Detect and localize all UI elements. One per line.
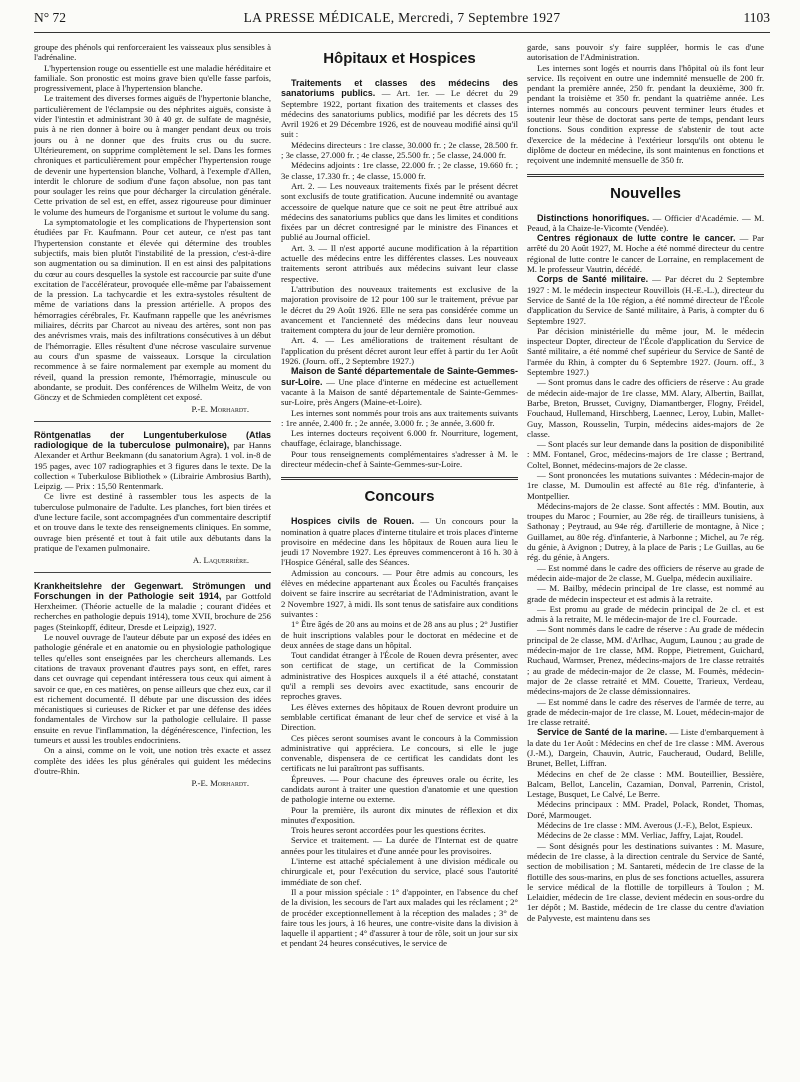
- paragraph: Médecins adjoints : 1re classe, 22.000 fr. ; 2e classe, 19.660 fr. ; 3e classe, 17.330 fr. ; 4e classe, 15.000 fr.: [281, 160, 518, 181]
- book-info: par Hanns Alexander et Arthur Beekmann (du sanatorium Agra). 1 vol. in-8 de 195 pages, avec 107 radiographies et 3 figures dans le texte. De la collection « Tuberkulose Bibliothek » (Librairie Ambrosius Barth), Leipzig. — Prix : 15,50 Rentenmark.: [34, 439, 271, 492]
- header-rule: [34, 32, 770, 33]
- article-text: — Une place d'interne en médecine est actuellement vacante à la Maison de santé départementale de Sainte-Gemmes-sur-Loire, près Angers (Maine-et-Loire).: [281, 376, 518, 408]
- article-heading: Traitements et classes des médecins des sanatoriums publics.: [281, 78, 518, 99]
- section-title-concours: Concours: [364, 488, 435, 506]
- article-heading: Maison de Santé départementale de Sainte-Gemmes-sur-Loire.: [281, 366, 518, 387]
- column-left: [34, 42, 271, 1072]
- paragraph: Les internes sont nommés pour trois ans aux traitements suivants : 1re année, 2.400 fr. ; 2e année, 3.000 fr. ; 3e année, 3.600 fr.: [281, 407, 518, 428]
- paragraph: — M. Bailby, médecin principal de 1re classe, est nommé au grade de médecin inspecteur et est admis à la retraite.: [527, 583, 764, 604]
- paragraph: — Sont prononcées les mutations suivantes : Médecin-major de 1re classe, M. Dumoulin est affecté au 81e rég. d'infanterie, à Montpellier.: [527, 469, 764, 501]
- paragraph: Les internes docteurs reçoivent 6.000 fr. Nourriture, logement, chauffage, éclairage, blanchissage.: [281, 428, 518, 449]
- paragraph: Médecins principaux : MM. Pradel, Polack, Rondet, Thomas, Doré, Marmouget.: [527, 799, 764, 820]
- news-text: — Officier d'Académie. — M. Peaud, à la Chaize-le-Vicomte (Vendée).: [527, 212, 764, 233]
- column-right: [527, 42, 764, 1072]
- paragraph: garde, sans pouvoir s'y faire suppléer, hormis le cas d'une autorisation de l'Administration.: [527, 42, 764, 63]
- paragraph: Admission au concours. — Pour être admis au concours, les élèves en médecine appartenant aux Écoles ou Facultés françaises doivent se faire inscrire au secrétariat de l'Administration, avant le 2 Novembre 1927, à midi. Ils sont tenus de satisfaire aux conditions suivantes :: [281, 567, 518, 619]
- divider: [527, 174, 764, 177]
- paragraph: — Est nommé dans le cadre des officiers de réserve au grade de médecin aide-major de 2e classe, M. Guelpa, médecin auxiliaire.: [527, 562, 764, 583]
- section-title-hospitals: Hôpitaux et Hospices: [323, 50, 476, 67]
- paragraph: Médecins-majors de 2e classe. Sont affectés : MM. Boutin, aux troupes du Maroc ; Fournier, au 28e rég. de tirailleurs tunisiens, à Sathonay ; Peytraud, au 94e rég. d'artillerie de montagne, à Nice ; Guillamet, au 80e rég. d'infanterie, à Narbonne ; Michel, au 7e rég. du génie, à Avignon ; Dutrey, à la place de Paris ; Le Guillas, au 6e rég. du génie, à Angers.: [527, 500, 764, 563]
- masthead: [34, 10, 770, 28]
- signature: P.-E. Morhardt.: [191, 778, 249, 789]
- journal-title: LA PRESSE MÉDICALE, Mercredi, 7 Septembre 1927: [243, 10, 561, 25]
- news-text: — Liste d'embarquement à la date du 1er Août : Médecins en chef de 1re classe : MM. Averous (J.-M.), Dargein, Chauvin, Autric, Faucheraud, Oudard, Belille, Brunet, Bellet, Liffran.: [527, 727, 764, 769]
- paragraph: 1° Être âgés de 20 ans au moins et de 28 ans au plus ; 2° Justifier de huit inscriptions valables pour le doctorat en médecine et de deux années de stage dans un hôpital.: [281, 619, 518, 650]
- review-text: Le nouvel ouvrage de l'auteur débute par un exposé des idées en pathologie générale et en anatomie ou en physiologie pathologique telles qu'elles sont enseignées par les chercheurs allemands. Les citations de travaux provenant d'autres pays sont, en effet, rares dans cet ouvrage qui cependant intéressera tous ceux qui aiment à savoir ce que, en ces matières, on pense ailleurs que chez eux, car il est richement documenté. Il débute par une discussion des idées mécanistiques si curieuses de Ricker et par une défense des idées fondamentales de Virchow sur la pathologie cellulaire. Il passe ensuite en revue l'inflammation, la dégénérescence, l'infection, les tumeurs et aussi les troubles endocriniens.: [34, 632, 271, 745]
- review-text: Ce livre est destiné à rassembler tous les aspects de la tuberculose pulmonaire de l'adulte. Les planches, fort bien tirées et d'une lecture facile, sont accompagnées d'un commentaire descriptif et on trouve dans le texte des renseignements cliniques. En somme, ouvrage bien présenté et tout à fait utile aux débutants dans la pratique de l'examen pulmonaire.: [34, 491, 271, 553]
- divider: [34, 421, 271, 422]
- paragraph: Médecins en chef de 2e classe : MM. Bouteillier, Bessière, Balcam, Bellot, Lancelin, Cazamian, Donval, Parrenin, Cristol, Lestage, Busquet, Le Calvé, Le Berre.: [527, 768, 764, 800]
- paragraph: L'attribution des nouveaux traitements est exclusive de la majoration provisoire de 12 pour 100 sur le traitement, prévue par le décret du 29 Août 1926. Elle ne sera pas considérée comme un avancement et l'ancienneté des médecins dans leur nouveau traitement comptera du jour de leur dernière promotion.: [281, 283, 518, 336]
- news-heading: Centres régionaux de lutte contre le cancer.: [537, 233, 736, 244]
- paragraph: Ces pièces seront soumises avant le concours à la Commission administrative qui appréciera. Le concours, si elle le juge convenable, dispensera de ce certificat les candidats dont les certificats ne lui paraîtront pas suffisants.: [281, 732, 518, 774]
- paragraph: L'interne est attaché spécialement à une division médicale ou chirurgicale et, pour l'exécution du service, placé sous l'autorité immédiate de son chef.: [281, 856, 518, 887]
- paragraph: Art. 2. — Les nouveaux traitements fixés par le présent décret sont exclusifs de toute gratification. Aucune indemnité ou avantage accessoire de quelque nature que ce soit ne peut être attribué aux médecins des sanatoriums publics que dans les limites et conditions fixées par un décret contresigné par le ministre des Finances et publié au Journal officiel.: [281, 180, 518, 243]
- news-text: — Par arrêté du 20 Août 1927, M. Hoche a été nommé directeur du centre régional de lutte contre le cancer de Lorraine, en remplacement de M. le professeur Vautrin, décédé.: [527, 233, 764, 275]
- paragraph: Par décision ministérielle du même jour, M. le médecin inspecteur Dopter, directeur de l'École d'application du Service de Santé militaire, a été nommé chef supérieur du Service de Santé de l'armée du Rhin, à compter du 6 Septembre 1927. (Journ. off., 3 Septembre 1927.): [527, 325, 764, 378]
- article-text: — Art. 1er. — Le décret du 29 Septembre 1922, portant fixation des traitements et classes des médecins des sanatoriums publics, modifié par les décrets des 15 Avril 1926 et 29 Décembre 1926, est de nouveau modifié ainsi qu'il suit :: [281, 88, 518, 140]
- paragraph: La symptomatologie et les complications de l'hypertension sont étudiées par Fr. Kaufmann. Pour cet auteur, ce n'est pas tant l'hypertension constante et élevée qui détermine des troubles subjectifs, mais bien plutôt l'instabilité de la pression, c'est-à-dire son augmentation ou sa diminution. Il en est ainsi des palpitations du cœur au cours desquelles la systole est raccourcie par suite d'une excitation de l'accélérateur, provoquée elle-même par l'abaissement de la pression. La tachycardie et les extra-systoles résultent de même de variations dans la pression artérielle. A propos des hémorragies cérébrales, Fr. Kaufmann rappelle que les anévrismes miliaires, décrits par Charcot au niveau des artères, sont non pas des anévrismes vrais, mais des infiltrations consécutives à un début de l'hémorragie. Elles résultent d'une nécrose vasculaire survenue au cours d'un spasme de vaisseaux. Lorsque la circulation recommence à se faire normalement par exemple au moment du réveil, quand la pression remonte, l'hémorragie, minuscule ou abondante, se produit. Des conférences de Wilhelm Weitz, de von Gönczy et de Schmieden complètent cet exposé.: [34, 217, 271, 403]
- paragraph: Pour la première, ils auront dix minutes de réflexion et dix minutes d'exposition.: [281, 804, 518, 825]
- paragraph: Art. 4. — Les améliorations de traitement résultant de l'application du présent décret auront leur effet à partir du 1er Août 1926. (Journ. off., 2 Septembre 1927.): [281, 335, 518, 367]
- book-title: Röntgenatlas der Lungentuberkulose (Atlas radiologique de la tuberculose pulmonaire),: [34, 429, 271, 450]
- paragraph: L'hypertension rouge ou essentielle est une maladie héréditaire et familiale. Son pronostic est moins grave bien qu'elle fasse parfois, progressivement, place à l'hypertension blanche.: [34, 62, 271, 94]
- paragraph: — Est nommé dans le cadre des réserves de l'armée de terre, au grade de médecin-major de 1re classe, M. Louet, médecin-major de 1re classe retraité.: [527, 696, 764, 728]
- section-title-nouvelles: Nouvelles: [610, 184, 681, 202]
- article-text: — Un concours pour la nomination à quatre places d'interne titulaire et trois places d'interne provisoire en médecine dans les hôpitaux de Rouen aura lieu le jeudi 17 Novembre 1927. Les épreuves commenceront à 16 h. 30 à l'Hospice Général, salle des Séances.: [281, 516, 518, 568]
- paragraph: Les élèves externes des hôpitaux de Rouen devront produire un semblable certificat émanant de leur chef de service et visé à la Direction.: [281, 701, 518, 733]
- news-heading: Distinctions honorifiques.: [537, 212, 650, 223]
- paragraph: Médecins de 1re classe : MM. Averous (J.-F.), Belot, Espieux.: [537, 820, 753, 831]
- signature: P.-E. Morhardt.: [191, 404, 249, 415]
- book-info: par Gottfold Herxheimer. (Théorie actuelle de la maladie ; courant d'idées et recherches en pathologie depuis 1914), tome XVII, brochure de 256 pages (Steinkopff, éditeur, Dresde et Leipzig), 1927.: [34, 590, 271, 632]
- paragraph: Pour tous renseignements complémentaires s'adresser à M. le directeur médecin-chef à Sainte-Gemmes-sur-Loire.: [281, 448, 518, 469]
- review-text: On a ainsi, comme on le voit, une notion très exacte et assez complète des idées les plus générales qui guident les médecins d'outre-Rhin.: [34, 745, 271, 776]
- paragraph: Médecins de 2e classe : MM. Verliac, Jaffry, Lajat, Roudel.: [537, 830, 744, 841]
- article-heading: Hospices civils de Rouen.: [291, 516, 415, 527]
- paragraph: — Sont nommés dans le cadre de réserve : Au grade de médecin principal de 2e classe, MM. d'Arlhac, Augum, Launou ; au grade de médecin-major de 1re classe, MM. Roppe, Pietrement, Guichard, Ruchaud, Warmser, Prenez, médecins-majors de 1re classe retraités ; au grade de médecin-major de 2e classe, M. Foumès, médecin-major de 2e classe retraité et MM. Couette, Trarieux, Verdeau, médecins-majors de 2e classe démissionnaires.: [527, 624, 764, 697]
- issue-number: N° 72: [34, 10, 67, 25]
- paragraph: Il a pour mission spéciale : 1° d'appointer, en l'absence du chef de la division, les secours de l'art aux malades qui les réclament ; 2° de procéder exceptionnellement à la réception des malades ; 3° de faire tous les jours, à 16 heures, une contre-visite dans la division à laquelle il appartient ; 4° d'assurer à tour de rôle, soit un jour sur six et pendant 24 heures consécutives, le service de: [281, 886, 518, 949]
- paragraph: Tout candidat étranger à l'École de Rouen devra présenter, avec son certificat de stage, un certificat de la Commission administrative des Hospices auxquels il a été attaché, constatant qu'il a rempli ses devoirs avec exactitude, sans encourir de reproches graves.: [281, 650, 518, 702]
- paragraph: — Est promu au grade de médecin principal de 2e cl. et est admis à la retraite, M. le médecin-major de 1re cl. Fourcade.: [527, 603, 764, 625]
- divider: [281, 477, 518, 480]
- paragraph: Le traitement des diverses formes aiguës de l'hypertonie blanche, particulièrement de l'éclampsie ou des néphrites aiguës, consiste à vider l'intestin et administrant 30 à 40 gr. de sulfate de magnésie, puis à ne rien donner à boire ou à manger pendant deux ou trois jours ou à ne donner que des fruits crus ou du sucre. Ultérieurement, on supprime complètement le sel. Dans les formes chroniques et particulièrement pour empêcher l'hypertension rouge de devenir une hypertension blanche, Volhard, à l'exemple d'Allen, interdit le chlorure de sodium d'une façon absolue, non pas tant pour soulager les reins que pour décharger la circulation générale. Cette privation de sel est, en effet, assez rigoureuse pour diminuer le volume des humeurs de l'organisme et surtout le volume du sang.: [34, 93, 271, 217]
- paragraph: Trois heures seront accordées pour les questions écrites.: [291, 825, 486, 836]
- column-middle: [281, 42, 518, 1072]
- paragraph: Service et traitement. — La durée de l'Internat est de quatre années pour les titulaires et d'une année pour les provisoires.: [281, 835, 518, 856]
- paragraph: Épreuves. — Pour chacune des épreuves orale ou écrite, les candidats auront à traiter une question d'anatomie et une question de pathologie interne ou externe.: [281, 773, 518, 805]
- book-title: Krankheitslehre der Gegenwart. Strömungen und Forschungen in der Pathologie seit 1914,: [34, 580, 271, 601]
- paragraph: Les internes sont logés et nourris dans l'hôpital où ils font leur service. Ils reçoivent en outre une indemnité mensuelle de 200 fr. pendant la première année, 250 fr. pendant la deuxième, 300 fr. pendant la troisième et 350 fr. pendant la quatrième année. Les internes nommés au concours peuvent terminer leurs études et soutenir leur thèse de doctorat sans perte de temps, pendant leurs fonctions. Sous condition expresse de s'abstenir de tout acte d'exercice de la médecine à l'extérieur lorsqu'ils ont obtenu le diplôme de docteur en médecine, ils sont maintenus en fonctions et reçoivent une indemnité mensuelle de 350 fr.: [527, 62, 764, 166]
- signature: A. Laquerrière.: [192, 555, 249, 566]
- paragraph: groupe des phénols qui renforceraient les vaisseaux plus sensibles à l'adrénaline.: [34, 42, 271, 63]
- paragraph: Médecins directeurs : 1re classe, 30.000 fr. ; 2e classe, 28.500 fr. ; 3e classe, 27.000 fr. ; 4e classe, 25.500 fr. ; 5e classe, 24.000 fr.: [281, 139, 518, 161]
- divider: [34, 572, 271, 573]
- paragraph: Art. 3. — Il n'est apporté aucune modification à la répartition actuelle des médecins entre les différentes classes. Les nouveaux traitements seront attribués aux médecins suivant leur classe respective.: [281, 242, 518, 284]
- paragraph: — Sont désignés pour les destinations suivantes : M. Masure, médecin de 1re classe, à la direction centrale du Service de Santé, section de mobilisation ; M. Santareti, médecin de 1re classe de la flottille des sous-marins, en plus de ses fonctions actuelles, assurera le service médical de la flottille de torpilleurs à Toulon ; M. Lelaidier, médecin de 1re classe, devient médecin en sous-ordre du 1er dépôt ; M. Bastide, médecin de 1re classe du centre d'aviation de Palyveste, est maintenu dans ses: [527, 840, 764, 923]
- news-heading: Corps de Santé militaire.: [537, 274, 649, 285]
- paragraph: — Sont placés sur leur demande dans la position de disponibilité : MM. Fontanel, Groc, médecins-majors de 1re classe ; Bertrand, Coltel, Bonnet, médecins-majors de 2e classe.: [527, 439, 764, 470]
- page-number: 1103: [743, 10, 770, 25]
- paragraph: — Sont promus dans le cadre des officiers de réserve : Au grade de médecin aide-major de 1re classe, MM. Alary, Albertin, Baillat, Barbe, Breton, Brusset, Cuvigny, Diamantberger, Flogny, Fréidel, Fouchaud, Hullemand, Hirschberg, Laennec, Leroy, Lubin, Mallet-Guy, Masson, Rousselin, Turpin, médecins aides-majors de 2e classe.: [527, 377, 764, 439]
- news-text: — Par décret du 2 Septembre 1927 : M. le médecin inspecteur Rouvillois (H.-E.-L.), directeur du Service de Santé de la 10e région, a été nommé directeur de l'École d'application du Service de Santé militaire, à Paris, à compter du 6 Septembre 1927.: [527, 274, 764, 326]
- news-heading: Service de Santé de la marine.: [537, 727, 668, 738]
